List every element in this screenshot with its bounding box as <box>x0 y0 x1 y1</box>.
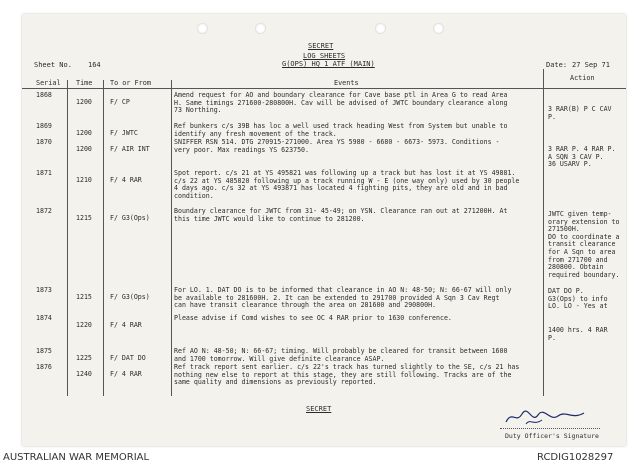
col-to-from: To or From <box>110 79 151 87</box>
col-time: Time <box>76 79 93 87</box>
col-divider <box>67 80 68 396</box>
action-line: 3 RAR(B) P C CAV <box>548 105 612 113</box>
action-line: 36 USARV P. <box>548 160 592 169</box>
row-time: 1200 <box>76 129 92 137</box>
event-line: same quality and dimensions as previously reported. <box>174 378 377 387</box>
event-line: c/s 22 at YS 485820 following up a track running W - E (one way only) used by 30 people <box>174 176 520 185</box>
action-line: P. <box>548 333 556 342</box>
row-to-from: F/ AIR INT <box>110 145 150 153</box>
event-line: 73 Northing. <box>174 106 222 115</box>
action-line: 271500H. <box>548 225 580 234</box>
event-line: Ref AO N: 48-50; N: 66-67; timing. Will probably be cleared for transit between 1600 <box>174 347 508 355</box>
action-line: DO to coordinate a <box>548 232 620 241</box>
row-serial: 1870 <box>36 138 52 146</box>
action-line: 1400 hrs. 4 RAR <box>548 326 608 334</box>
archive-label: AUSTRALIAN WAR MEMORIAL <box>3 452 150 463</box>
event-line: condition. <box>174 191 214 200</box>
event-line: Spot report. c/s 21 at YS 495821 was following up a track but has lost it at YS 49881. <box>174 169 516 177</box>
event-line: Please advise if Comd wishes to see OC 4 RAR prior to 1630 conference. <box>174 314 452 322</box>
row-time: 1240 <box>76 370 92 378</box>
row-serial: 1873 <box>36 286 52 294</box>
punch-hole <box>255 23 266 34</box>
sheet-number: 164 <box>88 61 101 69</box>
row-to-from: F/ JWTC <box>110 129 138 137</box>
col-divider <box>103 80 104 396</box>
header-rule <box>22 88 626 89</box>
row-to-from: F/ DAT DO <box>110 354 146 362</box>
event-line: Ref track report sent earlier. c/s 22's track has turned slightly to the SE, c/s 21 has <box>174 363 520 371</box>
event-line: Amend request for AO and boundary clearance for Cave base ptl in Area G to read Area <box>174 91 508 99</box>
date-value: 27 Sep 71 <box>572 61 610 69</box>
col-serial: Serial <box>36 79 61 87</box>
event-line: Boundary clearance for JWTC from 31- 45-49; on YSN. Clearance ran out at 271200H. At <box>174 207 508 215</box>
row-serial: 1868 <box>36 91 52 99</box>
event-line: For LO. 1. DAT DO is to be informed that clearance in AO N: 48-50; N: 66-67 will only <box>174 286 512 294</box>
row-time: 1225 <box>76 354 92 362</box>
row-serial: 1875 <box>36 347 52 355</box>
action-line: G3(Ops) to info <box>548 294 608 303</box>
event-line: nothing new else to report at this stage, they are still following. Tracks are of the <box>174 370 512 379</box>
signature-scribble <box>502 406 588 428</box>
event-line: 4 days ago. c/s 32 at YS 493871 has located 4 fighting pits, they are old and in bad <box>174 184 508 193</box>
row-to-from: F/ G3(Ops) <box>110 214 150 222</box>
action-line: for A Sqn to area <box>548 248 616 256</box>
action-line: JWTC given temp- <box>548 210 612 218</box>
row-time: 1200 <box>76 145 92 153</box>
action-line: DAT DO P. <box>548 287 584 295</box>
event-line: identify any fresh movement of the track. <box>174 129 337 138</box>
event-line: and 1700 tomorrow. Will give definite clearance ASAP. <box>174 354 385 363</box>
action-line: orary extension to <box>548 217 620 226</box>
row-serial: 1872 <box>36 207 52 215</box>
row-serial: 1876 <box>36 363 52 371</box>
col-divider <box>171 80 172 396</box>
row-to-from: F/ 4 RAR <box>110 321 142 329</box>
classification-bottom: SECRET <box>306 405 332 413</box>
action-line: P. <box>548 112 556 121</box>
signature-line <box>500 428 600 429</box>
row-serial: 1871 <box>36 169 52 177</box>
log-sheet <box>22 14 626 446</box>
punch-hole <box>433 23 444 34</box>
action-line: required boundary. <box>548 270 620 279</box>
sheet-label: Sheet No. <box>34 61 72 69</box>
event-line: very poor. Max readings YS 623750. <box>174 145 309 154</box>
action-line: transit clearance <box>548 240 616 249</box>
action-line: 280800. Obtain <box>548 263 604 272</box>
col-action: Action <box>570 74 595 82</box>
unit-title: G(OPS) HQ 1 ATF (MAIN) <box>282 60 375 68</box>
row-time: 1200 <box>76 98 92 106</box>
row-to-from: F/ G3(Ops) <box>110 293 150 301</box>
action-line: A SQN 3 CAV P. <box>548 152 604 161</box>
row-to-from: F/ 4 RAR <box>110 176 142 184</box>
log-title: LOG SHEETS <box>303 52 346 60</box>
action-line: from 271700 and <box>548 255 608 264</box>
event-line: can have transit clearance through the area on 281600 and 290800H. <box>174 301 437 310</box>
action-line: LO. LO - Yes at <box>548 302 608 311</box>
col-events: Events <box>334 79 359 87</box>
punch-hole <box>375 23 386 34</box>
event-line: SNIFFER RSN 514. DTG 270915-271000. Area YS 5980 - 6680 - 6673- 5973. Conditions - <box>174 138 500 146</box>
row-to-from: F/ 4 RAR <box>110 370 142 378</box>
action-line: 3 RAR P. 4 RAR P. <box>548 145 616 153</box>
event-line: be available to 281600H. 2. It can be extended to 291700 provided A Sqn 3 Cav Regt <box>174 293 500 302</box>
date-label: Date: <box>546 61 568 69</box>
signature-caption: Duty Officer's Signature <box>505 432 599 440</box>
row-serial: 1869 <box>36 122 52 130</box>
row-to-from: F/ CP <box>110 98 130 106</box>
row-time: 1220 <box>76 321 92 329</box>
archive-id: RCDIG1028297 <box>537 452 614 463</box>
row-time: 1215 <box>76 293 92 301</box>
col-divider <box>543 69 544 396</box>
row-time: 1210 <box>76 176 92 184</box>
event-line: H. Same timings 271600-280800H. Cav will be advised of JWTC boundary clearance along <box>174 98 508 107</box>
event-line: this time JWTC would like to continue to 281200. <box>174 214 365 223</box>
event-line: Ref bunkers c/s 39B has loc a well used track heading West from System but unable to <box>174 122 508 130</box>
punch-hole <box>197 23 208 34</box>
classification-top: SECRET <box>308 42 334 50</box>
row-time: 1215 <box>76 214 92 222</box>
row-serial: 1874 <box>36 314 52 322</box>
